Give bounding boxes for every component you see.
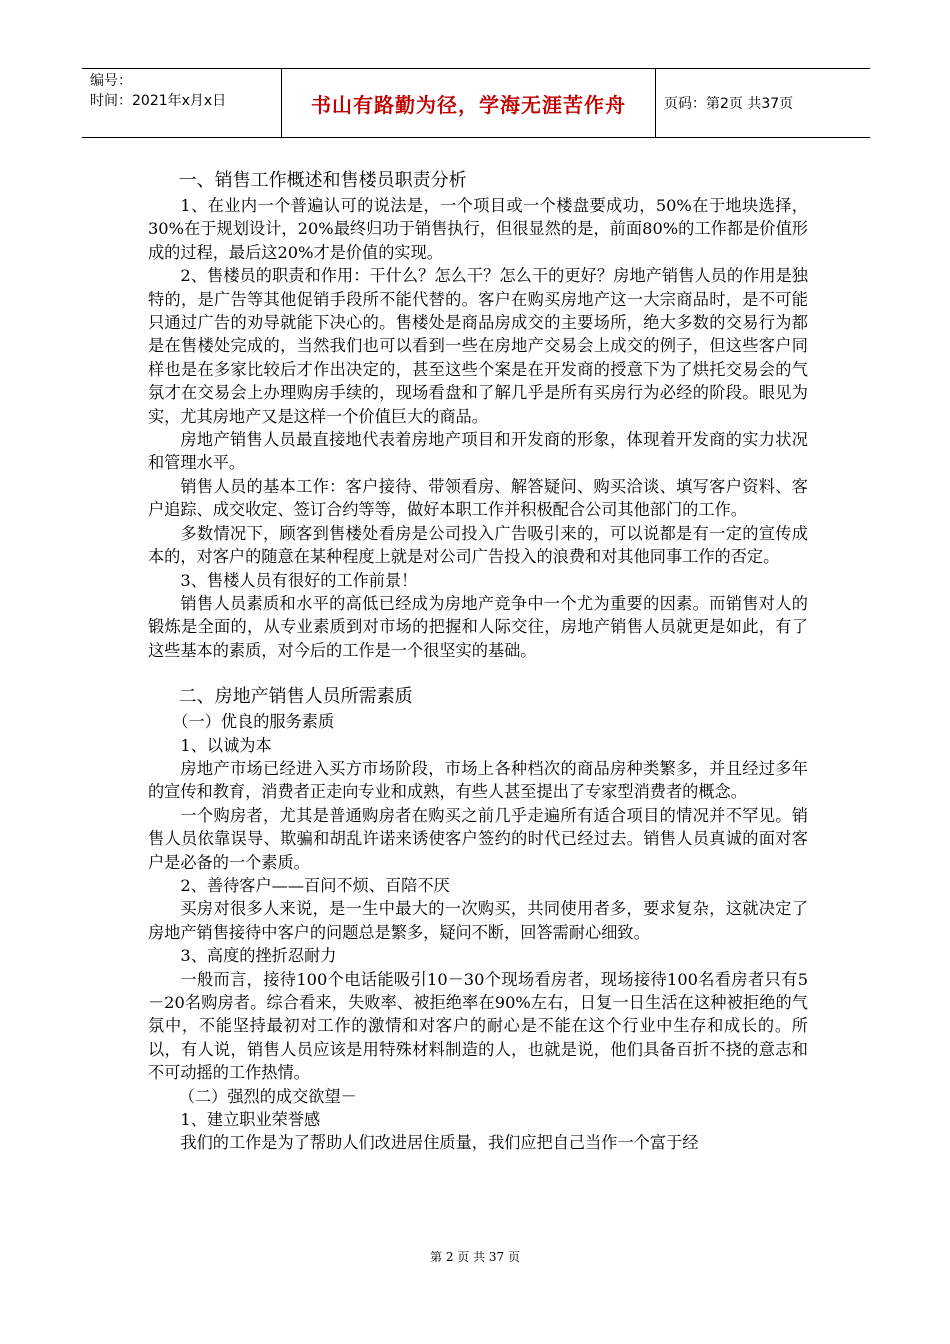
- document-number-label: 编号：: [90, 73, 132, 89]
- section-heading: 一、销售工作概述和售楼员职责分析: [178, 170, 467, 191]
- page-header: [82, 68, 870, 138]
- body-paragraph: 1、建立职业荣誉感: [180, 1110, 321, 1130]
- subsection-heading: （二）强烈的成交欲望－: [178, 1086, 357, 1106]
- body-paragraph: 3、高度的挫折忍耐力: [180, 946, 337, 966]
- header-meta: [82, 69, 282, 137]
- body-paragraph: 房地产销售人员最直接地代表着房地产项目和开发商的形象，体现着开发商的实力状况和管理水平。: [148, 430, 808, 473]
- body-paragraph: 1、在业内一个普遍认可的说法是，一个项目或一个楼盘要成功，50%在于地块选择，30%在于规划设计，20%最终归功于销售执行，但很显然的是，前面80%的工作都是价值形成的过程，最后这20%才是价值的实现。: [148, 196, 808, 262]
- body-paragraph: 2、善待客户——百问不烦、百陪不厌: [180, 875, 450, 895]
- body-paragraph: 买房对很多人来说，是一生中最大的一次购买，共同使用者多，要求复杂，这就决定了房地产销售接待中客户的问题总是繁多，疑问不断，回答需耐心细致。: [148, 899, 808, 942]
- body-paragraph: 3、售楼人员有很好的工作前景！: [180, 570, 418, 590]
- body-paragraph: 1、以诚为本: [180, 735, 272, 755]
- body-paragraph: 销售人员的基本工作：客户接待、带领看房、解答疑问、购买洽谈、填写客户资料、客户追踪、成交收定、签订合约等等，做好本职工作并积极配合公司其他部门的工作。: [148, 476, 808, 520]
- document-time-label: 时间：2021年x月x日: [90, 93, 227, 109]
- body-paragraph: 一般而言，接待100个电话能吸引10－30个现场看房者，现场接待100名看房者只有5－20名购房者。综合看来，失败率、被拒绝率在90%左右，日复一日生活在这种被拒绝的气氛中，不能坚持最初对工作的激情和对客户的耐心是不能在这个行业中生存和成长的。所以，有人说，销售人员应该是用特殊材料制造的人，也就是说，他们具备百折不挠的意志和不可动摇的工作热情。: [148, 969, 808, 1083]
- header-page-info: 页码：第2页 共37页: [664, 96, 794, 112]
- body-paragraph: 我们的工作是为了帮助人们改进居住质量，我们应把自己当作一个富于经: [180, 1133, 699, 1153]
- header-motto: 书山有路勤为径，学海无涯苦作舟: [282, 69, 656, 137]
- subsection-heading: （一）优良的服务素质: [172, 712, 335, 732]
- body-paragraph: 2、售楼员的职责和作用：干什么？怎么干？怎么干的更好？房地产销售人员的作用是独特的，是广告等其他促销手段所不能代替的。客户在购买房地产这一大宗商品时，是不可能只通过广告的劝导就能下决心的。售楼处是商品房成交的主要场所，绝大多数的交易行为都是在售楼处完成的，当然我们也可以看到一些在房地产交易会上成交的例子，但这些客户同样也是在多家比较后才作出决定的，甚至这些个案是在开发商的授意下为了烘托交易会的气氛才在交易会上办理购房手续的，现场看盘和了解几乎是所有买房行为必经的阶段。眼见为实，尤其房地产又是这样一个价值巨大的商品。: [148, 266, 808, 426]
- body-paragraph: 多数情况下，顾客到售楼处看房是公司投入广告吸引来的，可以说都是有一定的宣传成本的，对客户的随意在某种程度上就是对公司广告投入的浪费和对其他同事工作的否定。: [148, 523, 808, 567]
- body-paragraph: 一个购房者，尤其是普通购房者在购买之前几乎走遍所有适合项目的情况并不罕见。销售人员依靠误导、欺骗和胡乱许诺来诱使客户签约的时代已经过去。销售人员真诚的面对客户是必备的一个素质。: [148, 805, 808, 872]
- section-heading: 二、房地产销售人员所需素质: [178, 686, 413, 708]
- document-body: [148, 168, 808, 1155]
- page-footer: 第 2 页 共 37 页: [430, 1250, 520, 1264]
- body-paragraph: 房地产市场已经进入买方市场阶段，市场上各种档次的商品房种类繁多，并且经过多年的宣传和教育，消费者正走向专业和成熟，有些人甚至提出了专家型消费者的概念。: [148, 758, 808, 802]
- body-paragraph: 销售人员素质和水平的高低已经成为房地产竞争中一个尤为重要的因素。而销售对人的锻炼是全面的，从专业素质到对市场的把握和人际交往，房地产销售人员就更是如此，有了这些基本的素质，对今后的工作是一个很坚实的基础。: [148, 593, 808, 660]
